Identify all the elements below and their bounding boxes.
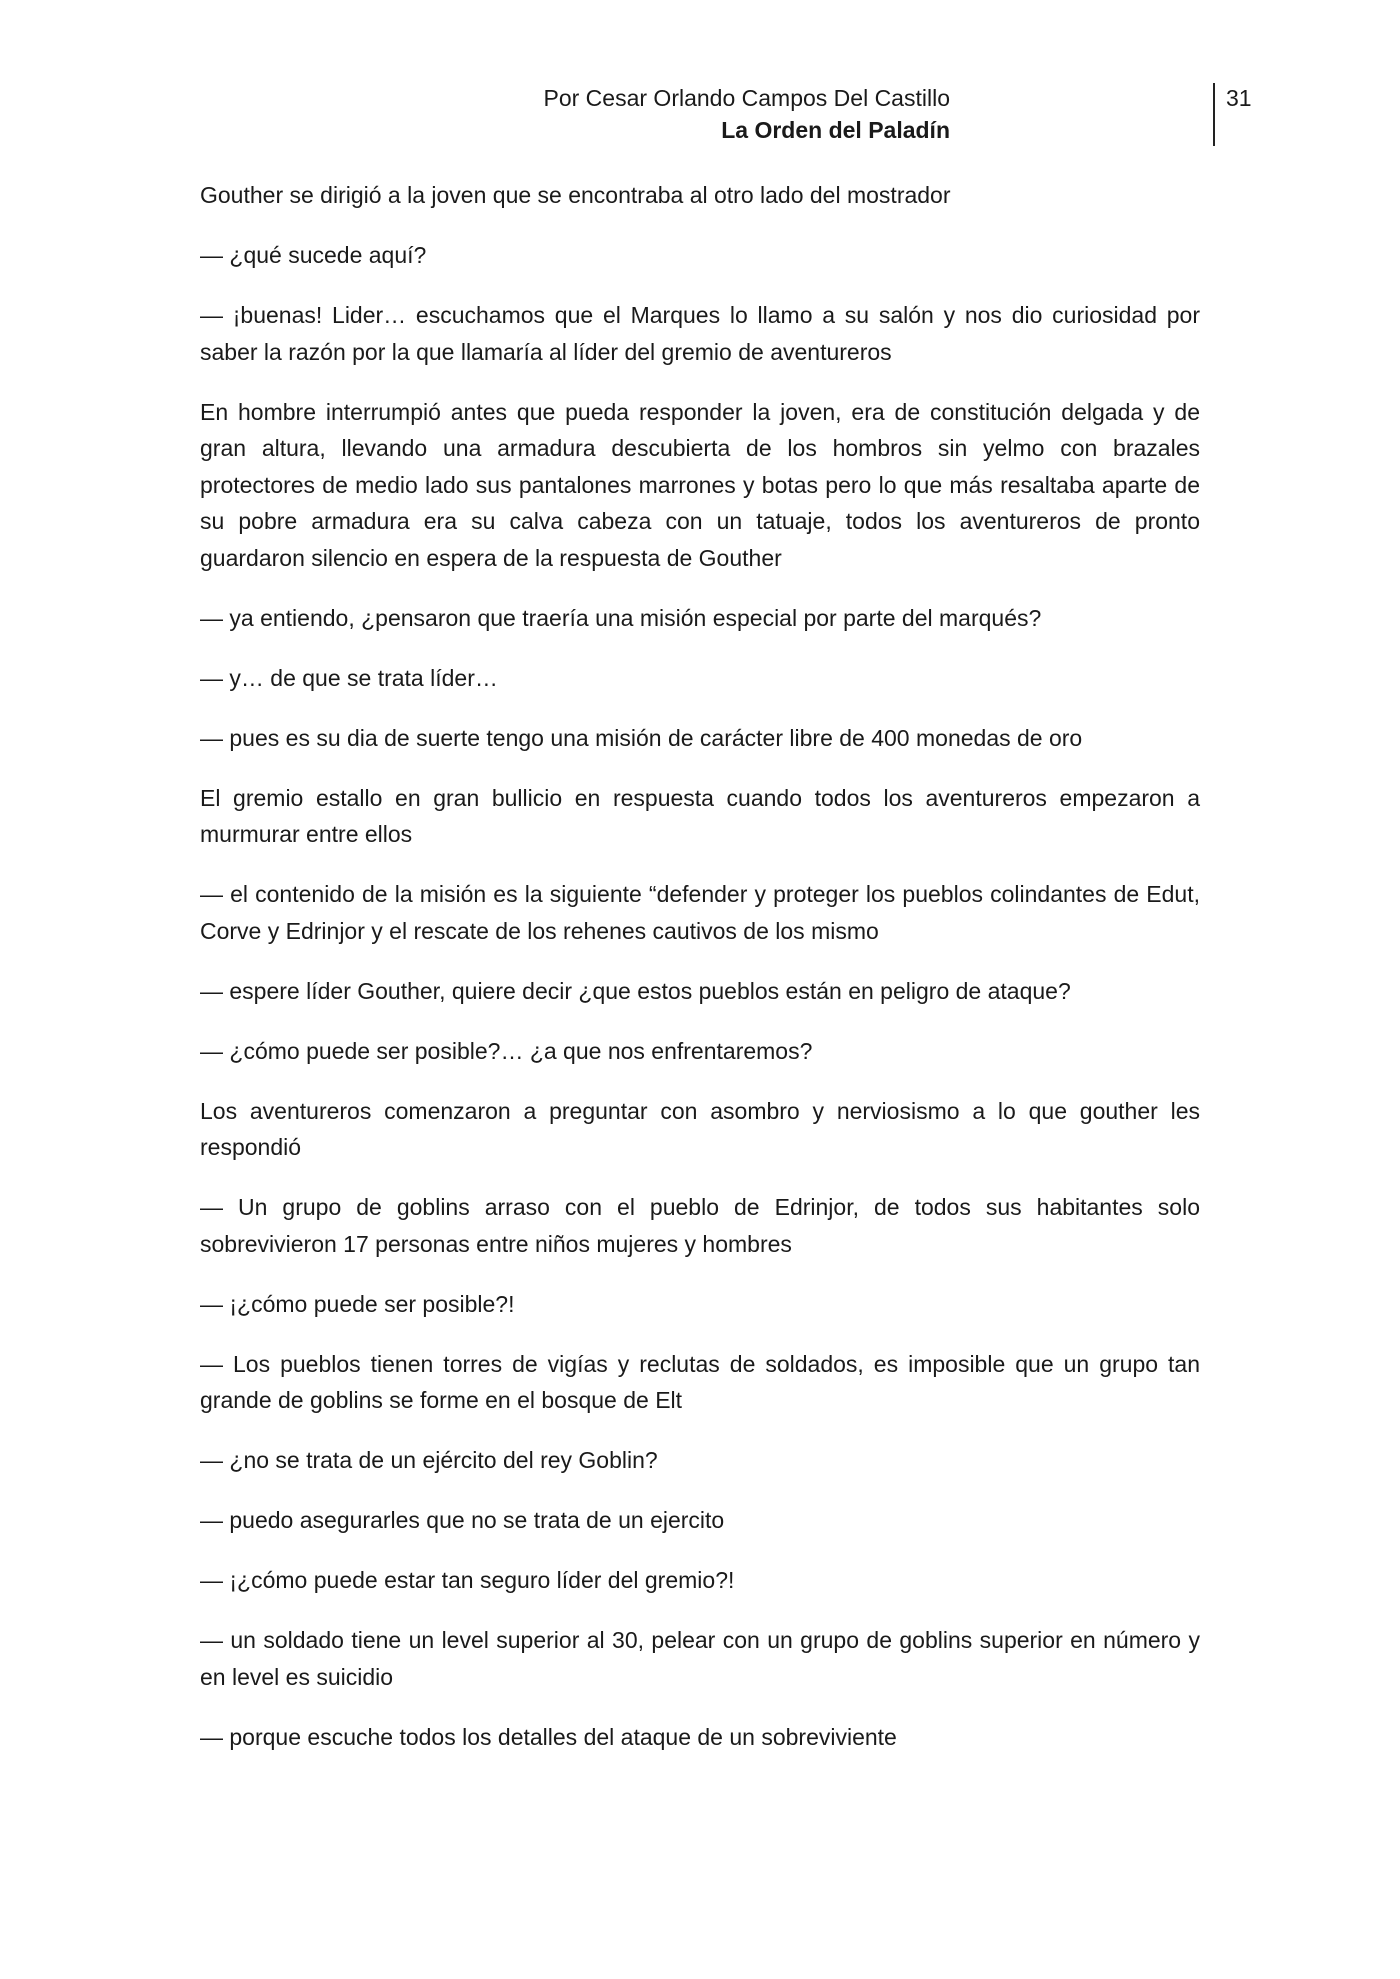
header-divider — [1213, 83, 1215, 146]
paragraph: Los aventureros comenzaron a preguntar con asombro y nerviosismo a lo que gouther les respondió — [200, 1097, 1200, 1160]
paragraph: — ¡¿cómo puede ser posible?! — [200, 1290, 515, 1317]
paragraph: — ya entiendo, ¿pensaron que traería una misión especial por parte del marqués? — [200, 604, 1042, 631]
paragraph: — Los pueblos tienen torres de vigías y reclutas de soldados, es imposible que un grupo tan grande de goblins se forme en el bosque de Elt — [200, 1350, 1200, 1413]
paragraph: Gouther se dirigió a la joven que se encontraba al otro lado del mostrador — [200, 182, 951, 208]
paragraph: — un soldado tiene un level superior al 30, pelear con un grupo de goblins superior en número y en level es suicidio — [200, 1627, 1200, 1690]
paragraph: — ¿qué sucede aquí? — [200, 242, 427, 268]
paragraph: — ¿cómo puede ser posible?… ¿a que nos enfrentaremos? — [200, 1037, 813, 1064]
paragraph: — Un grupo de goblins arraso con el pueblo de Edrinjor, de todos sus habitantes solo sobrevivieron 17 personas entre niños mujeres y hombres — [200, 1194, 1200, 1257]
paragraph: — pues es su dia de suerte tengo una misión de carácter libre de 400 monedas de oro — [200, 724, 1083, 751]
paragraph: — y… de que se trata líder… — [200, 664, 498, 691]
paragraph: — ¡buenas! Lider… escuchamos que el Marques lo llamo a su salón y nos dio curiosidad por saber la razón por la que llamaría al líder del gremio de aventureros — [200, 302, 1200, 365]
paragraph: — ¡¿cómo puede estar tan seguro líder del gremio?! — [200, 1567, 735, 1593]
paragraph: — ¿no se trata de un ejército del rey Goblin? — [200, 1447, 658, 1473]
paragraph: — porque escuche todos los detalles del ataque de un sobreviviente — [200, 1723, 897, 1750]
paragraph: — espere líder Gouther, quiere decir ¿que estos pueblos están en peligro de ataque? — [200, 977, 1071, 1004]
paragraph: — el contenido de la misión es la siguiente “defender y proteger los pueblos colindantes de Edut, Corve y Edrinjor y el rescate de los rehenes cautivos de los mismo — [200, 881, 1200, 944]
paragraph: En hombre interrumpió antes que pueda responder la joven, era de constitución delgada y de gran altura, llevando una armadura descubierta de los hombros sin yelmo con brazales protectores de medio lado sus pantalones marrones y botas pero lo que más resaltaba aparte de su pobre armadura era su calva cabeza con un tatuaje, todos los aventureros de pronto guardaron silencio en espera de la respuesta de Gouther — [200, 398, 1200, 571]
page-body — [200, 177, 1200, 1779]
page-number: 31 — [1226, 85, 1252, 111]
paragraph: — puedo asegurarles que no se trata de un ejercito — [200, 1507, 725, 1533]
author-name: Por Cesar Orlando Campos Del Castillo — [543, 85, 950, 111]
paragraph: El gremio estallo en gran bullicio en respuesta cuando todos los aventureros empezaron a murmurar entre ellos — [200, 784, 1200, 847]
book-title: La Orden del Paladín — [721, 117, 950, 143]
page-header — [250, 82, 950, 146]
